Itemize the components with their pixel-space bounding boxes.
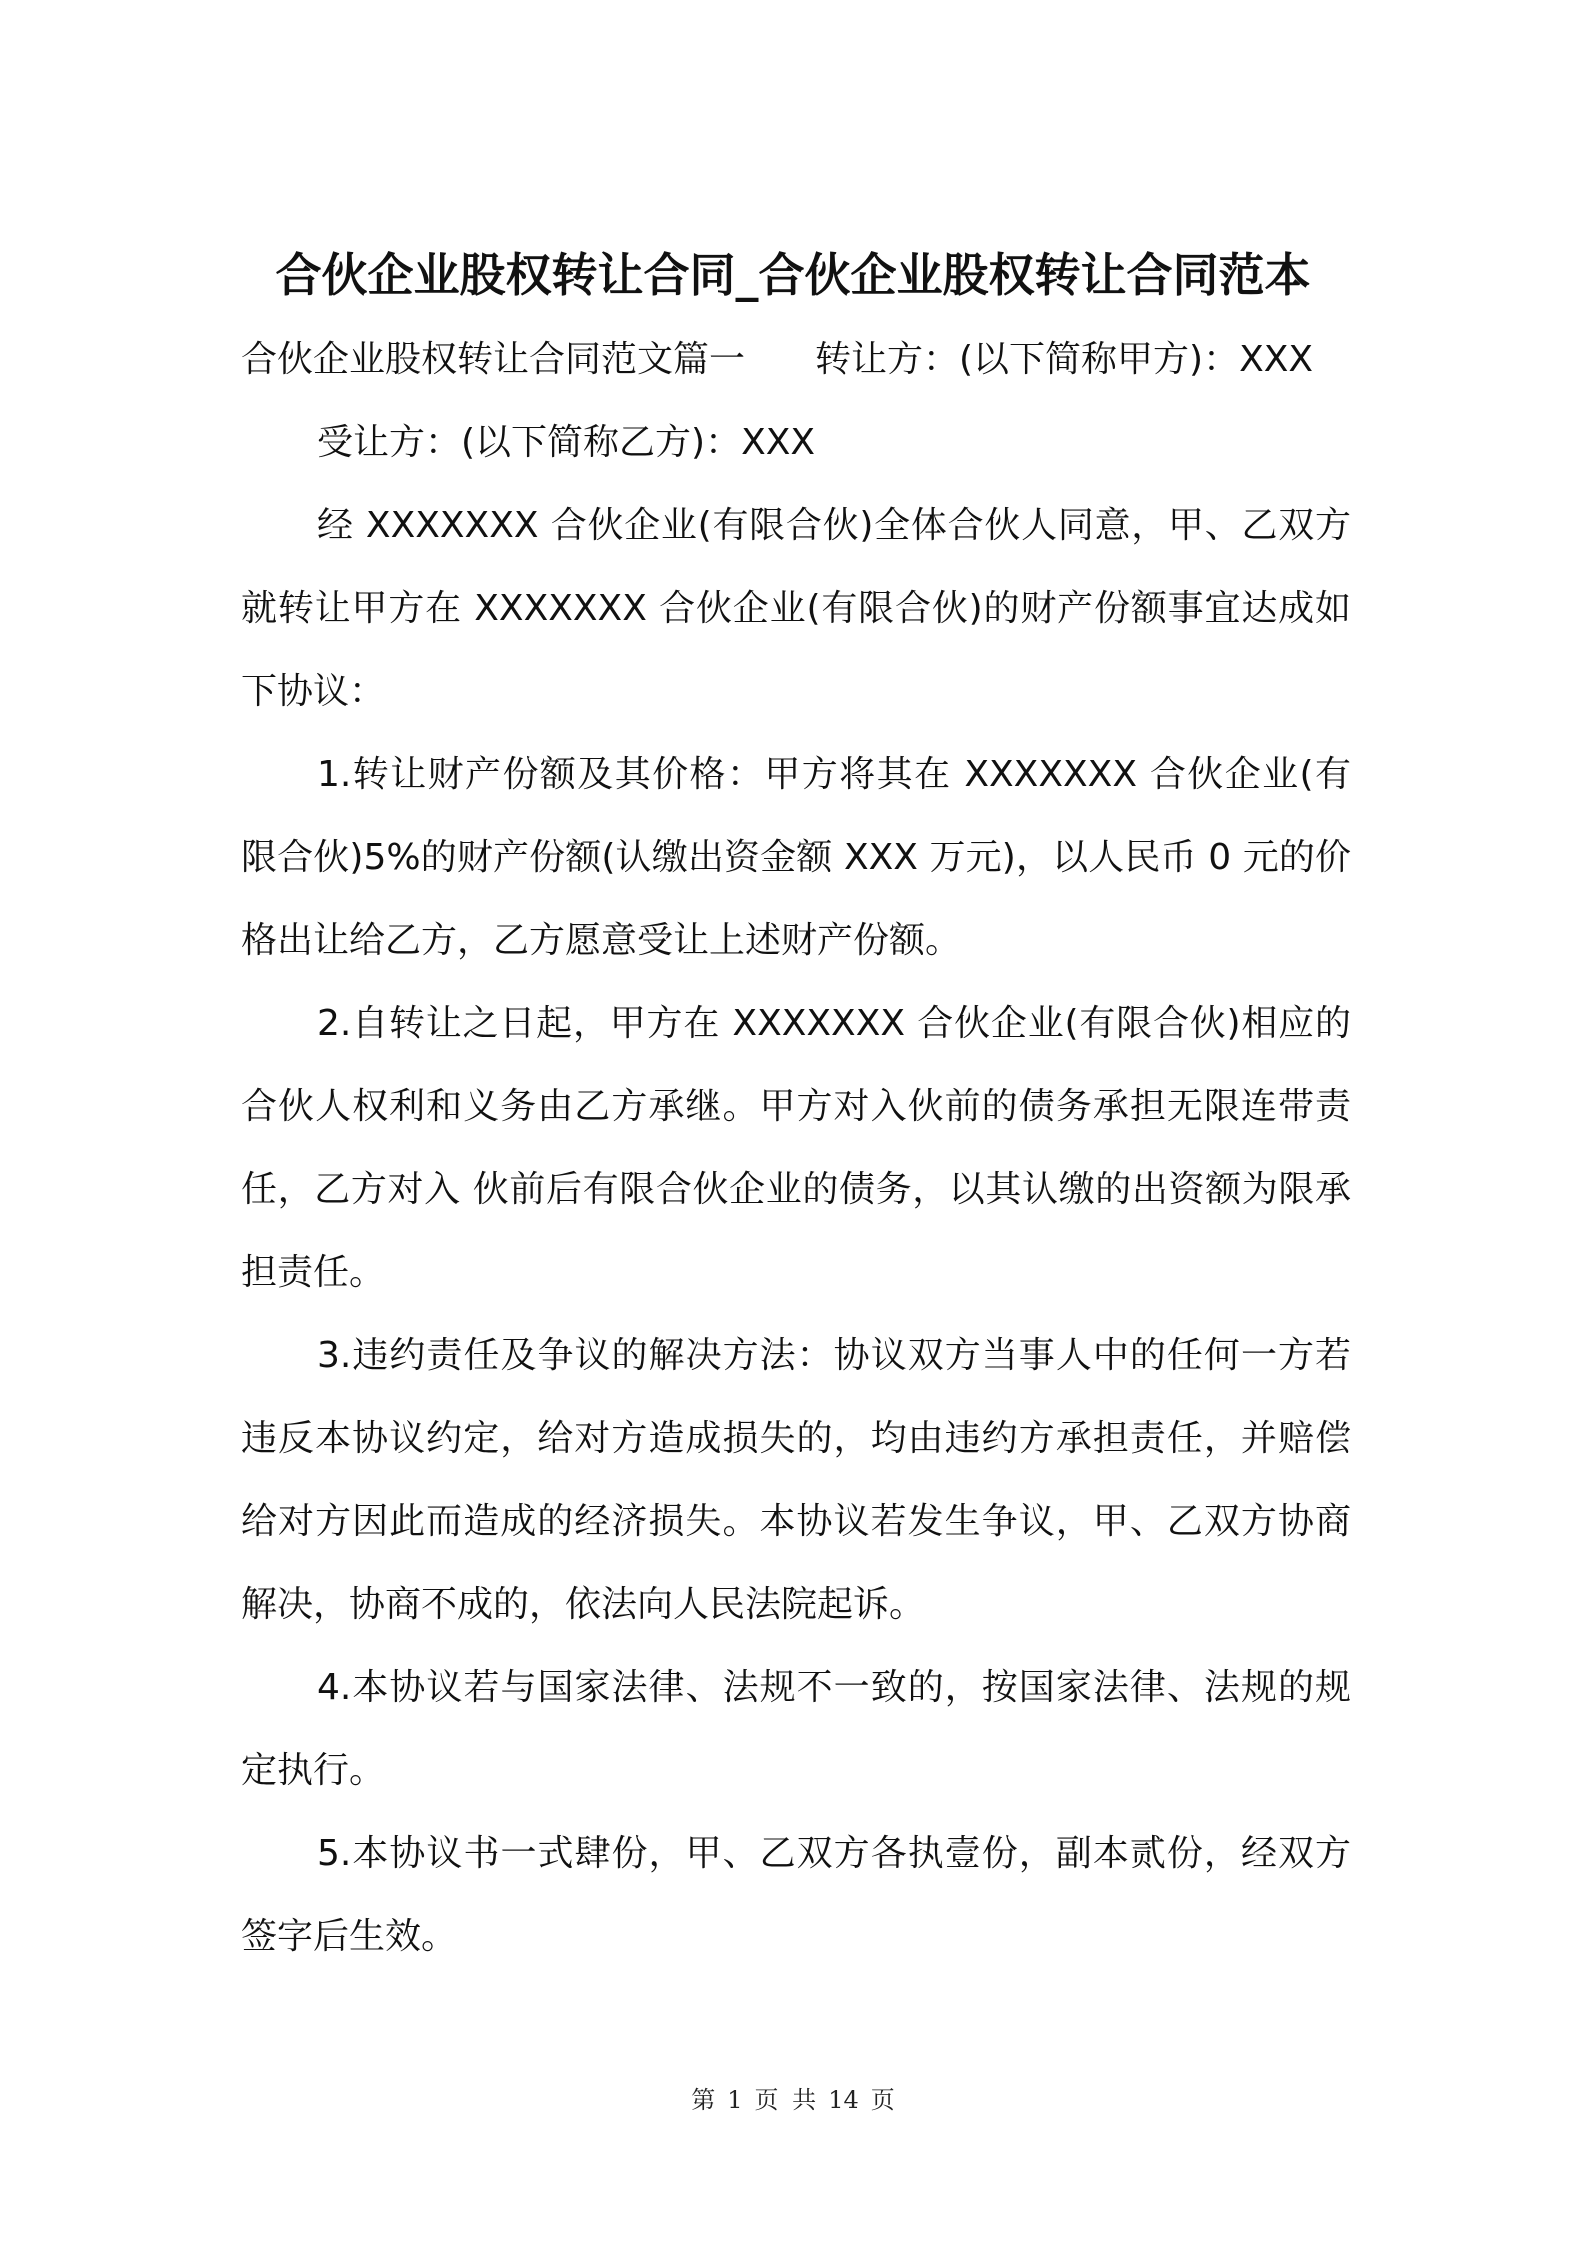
section-heading: 合伙企业股权转让合同范文篇一 bbox=[241, 339, 746, 380]
paragraph-preamble: 经 XXXXXXX 合伙企业(有限合伙)全体合伙人同意，甲、乙双方就转让甲方在 XXXXXXX 合伙企业(有限合伙)的财产份额事宜达成如下协议： bbox=[241, 505, 1351, 712]
footer-total-pages: 14 bbox=[828, 2086, 859, 2114]
page-footer bbox=[0, 2084, 1586, 2116]
transferor-line: 转让方：(以下简称甲方)：XXX bbox=[815, 339, 1314, 380]
clause-2: 2.自转让之日起，甲方在 XXXXXXX 合伙企业(有限合伙)相应的合伙人权利和义务由乙方承继。甲方对入伙前的债务承担无限连带责任，乙方对入 伙前后有限合伙企业的债务，以其认缴的出资额为限承担责任。 bbox=[241, 1003, 1351, 1293]
footer-suffix: 页 bbox=[870, 2086, 895, 2114]
clause-3: 3.违约责任及争议的解决方法：协议双方当事人中的任何一方若违反本协议约定，给对方造成损失的，均由违约方承担责任，并赔偿给对方因此而造成的经济损失。本协议若发生争议，甲、乙双方协商解决，协商不成的，依法向人民法院起诉。 bbox=[241, 1335, 1351, 1625]
intro-line bbox=[241, 318, 1351, 401]
footer-middle: 页 共 bbox=[754, 2086, 817, 2114]
clause-4: 4.本协议若与国家法律、法规不一致的，按国家法律、法规的规定执行。 bbox=[241, 1667, 1351, 1791]
footer-page-number: 1 bbox=[727, 2086, 743, 2114]
clause-5: 5.本协议书一式肆份，甲、乙双方各执壹份，副本贰份，经双方签字后生效。 bbox=[241, 1833, 1351, 1957]
clause-1: 1.转让财产份额及其价格：甲方将其在 XXXXXXX 合伙企业(有限合伙)5%的财产份额(认缴出资金额 XXX 万元)，以人民币 0 元的价格出让给乙方，乙方愿意受让上述财产份额。 bbox=[241, 754, 1351, 961]
transferee-line: 受让方：(以下简称乙方)：XXX bbox=[317, 422, 816, 463]
document-body bbox=[241, 318, 1351, 1978]
footer-prefix: 第 bbox=[691, 2086, 716, 2114]
document-title: 合伙企业股权转让合同_合伙企业股权转让合同范本 bbox=[275, 247, 1311, 302]
